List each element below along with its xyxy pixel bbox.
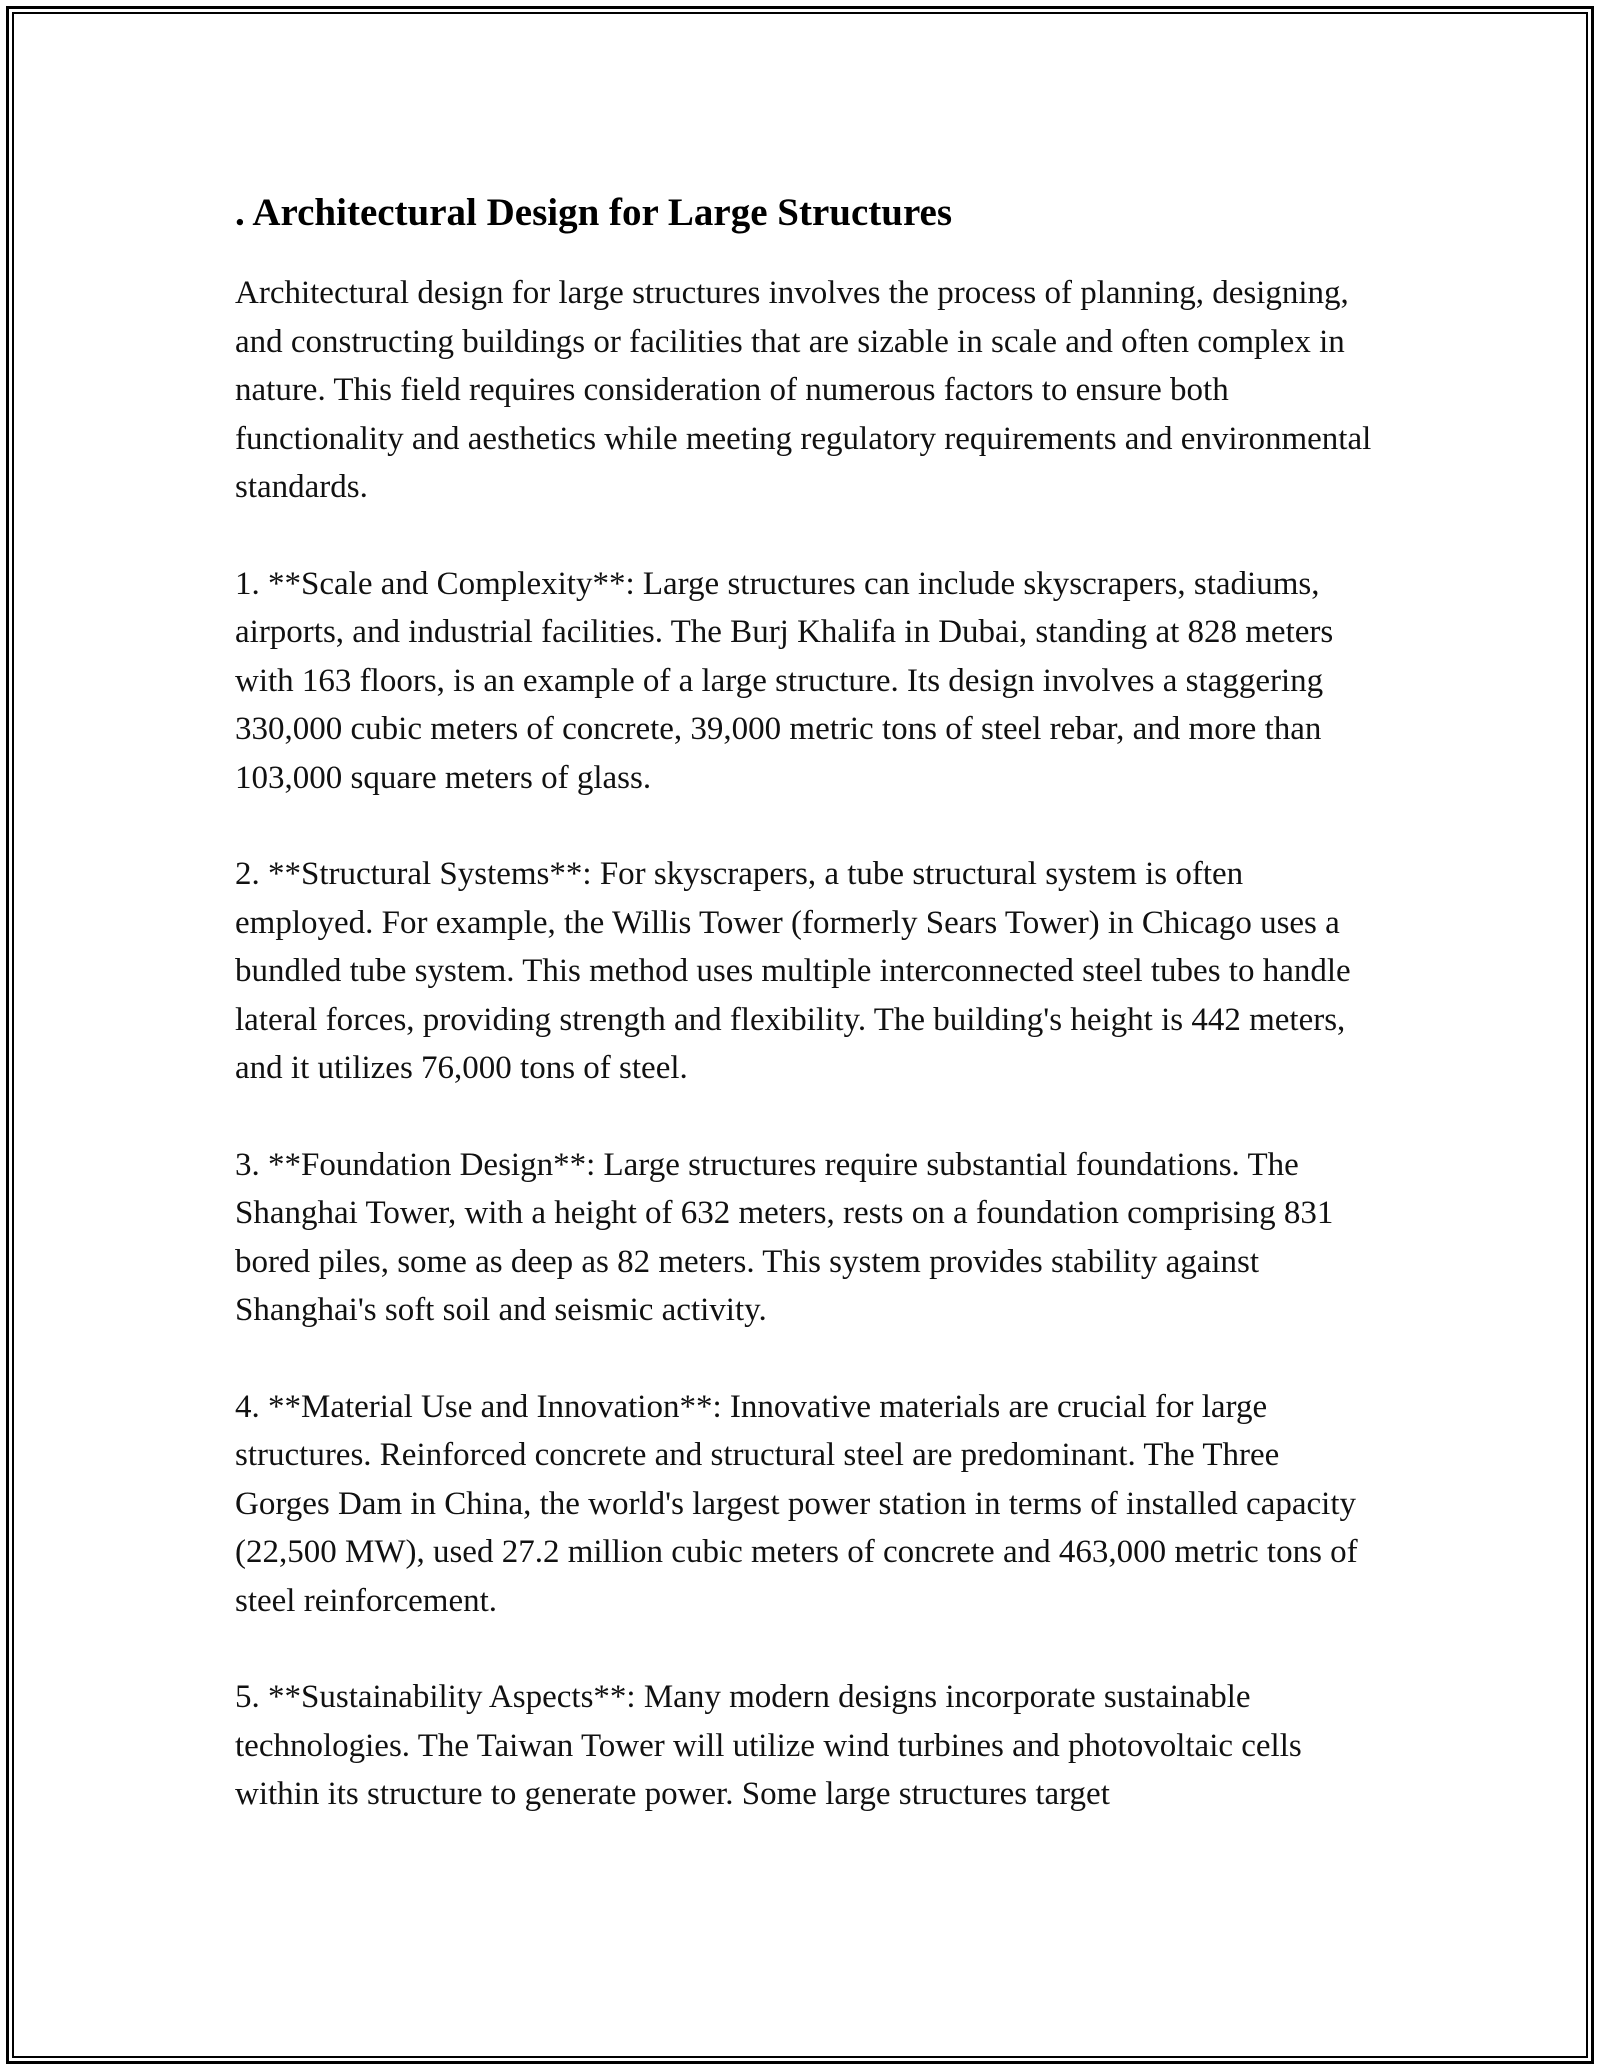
document-body: [235, 185, 1375, 1819]
paragraph-scale-and-complexity: 1. **Scale and Complexity**: Large structures can include skyscrapers, stadiums, airports, and industrial facilities. The Burj Khalifa in Dubai, standing at 828 meters with 163 floors, is an example of a large structure. Its design involves a staggering 330,000 cubic meters of concrete, 39,000 metric tons of steel rebar, and more than 103,000 square meters of glass.: [235, 565, 1334, 796]
document-title: . Architectural Design for Large Structures: [235, 191, 953, 234]
paragraph-material-use: 4. **Material Use and Innovation**: Innovative materials are crucial for large structures. Reinforced concrete and structural steel are predominant. The Three Gorges Dam in China, the world's largest power station in terms of installed capacity (22,500 MW), used 27.2 million cubic meters of concrete and 463,000 metric tons of steel reinforcement.: [235, 1388, 1358, 1619]
paragraph-foundation-design: 3. **Foundation Design**: Large structures require substantial foundations. The Shanghai Tower, with a height of 632 meters, rests on a foundation comprising 831 bored piles, some as deep as 82 meters. This system provides stability against Shanghai's soft soil and seismic activity.: [235, 1146, 1334, 1328]
paragraph-structural-systems: 2. **Structural Systems**: For skyscrapers, a tube structural system is often employed. For example, the Willis Tower (formerly Sears Tower) in Chicago uses a bundled tube system. This method uses multiple interconnected steel tubes to handle lateral forces, providing strength and flexibility. The building's height is 442 meters, and it utilizes 76,000 tons of steel.: [235, 856, 1351, 1086]
intro-paragraph: Architectural design for large structures involves the process of planning, designing, and constructing buildings or facilities that are sizable in scale and often complex in nature. This field requires consideration of numerous factors to ensure both functionality and aesthetics while meeting regulatory requirements and environmental standards.: [235, 275, 1372, 505]
paragraph-sustainability: 5. **Sustainability Aspects**: Many modern designs incorporate sustainable technologies. The Taiwan Tower will utilize wind turbines and photovoltaic cells within its structure to generate power. Some large structures target: [235, 1679, 1302, 1812]
